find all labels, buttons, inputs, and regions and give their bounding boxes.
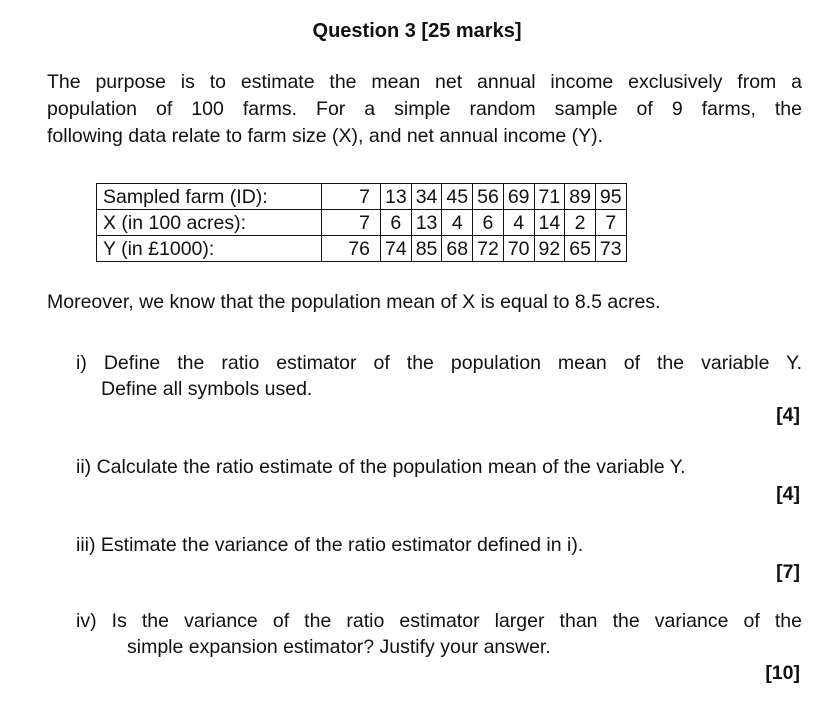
intro-paragraph	[47, 69, 802, 150]
table-cell: 74	[381, 236, 412, 262]
question-i-marks: [4]	[776, 404, 800, 426]
table-cell: 69	[503, 184, 534, 210]
row-label: Sampled farm (ID):	[97, 184, 322, 210]
table-cell: 13	[381, 184, 412, 210]
table-cell: 45	[442, 184, 473, 210]
table-cell: 14	[534, 210, 565, 236]
table-cell: 13	[411, 210, 442, 236]
table-cell: 89	[565, 184, 596, 210]
table-row-id	[97, 184, 627, 210]
question-iv-line-2: simple expansion estimator? Justify your answer.	[127, 636, 551, 658]
table-cell: 4	[442, 210, 473, 236]
question-iv-marks: [10]	[765, 662, 800, 684]
question-i-line-2: Define all symbols used.	[101, 378, 313, 400]
table-cell: 34	[411, 184, 442, 210]
question-ii: ii) Calculate the ratio estimate of the population mean of the variable Y.	[76, 456, 686, 478]
question-iv-line-1: iv) Is the variance of the ratio estimator larger than the variance of the	[76, 610, 802, 632]
farm-data-table	[96, 183, 627, 262]
question-iv	[76, 608, 802, 660]
table-cell: 65	[565, 236, 596, 262]
moreover-statement: Moreover, we know that the population mean of X is equal to 8.5 acres.	[47, 291, 661, 313]
table-cell: 92	[534, 236, 565, 262]
table-cell: 85	[411, 236, 442, 262]
table-cell: 72	[473, 236, 504, 262]
table-row-y	[97, 236, 627, 262]
table-cell: 71	[534, 184, 565, 210]
table-cell: 2	[565, 210, 596, 236]
table-cell: 95	[595, 184, 626, 210]
intro-line-2: population of 100 farms. For a simple random sample of 9 farms, the	[47, 98, 802, 120]
table-cell: 68	[442, 236, 473, 262]
question-i-line-1: i) Define the ratio estimator of the population mean of the variable Y.	[76, 352, 802, 374]
table-cell: 7	[322, 210, 381, 236]
question-ii-marks: [4]	[776, 483, 800, 505]
intro-line-1: The purpose is to estimate the mean net annual income exclusively from a	[47, 71, 802, 93]
table-cell: 73	[595, 236, 626, 262]
table-cell: 70	[503, 236, 534, 262]
table-cell: 6	[381, 210, 412, 236]
question-iii-marks: [7]	[776, 561, 800, 583]
question-i	[76, 350, 802, 402]
table-cell: 7	[322, 184, 381, 210]
question-iii: iii) Estimate the variance of the ratio estimator defined in i).	[76, 534, 584, 556]
question-title: Question 3 [25 marks]	[312, 20, 522, 42]
table-row-x	[97, 210, 627, 236]
table-cell: 56	[473, 184, 504, 210]
table-cell: 7	[595, 210, 626, 236]
intro-line-3: following data relate to farm size (X), and net annual income (Y).	[47, 125, 604, 147]
row-label: Y (in £1000):	[97, 236, 322, 262]
row-label: X (in 100 acres):	[97, 210, 322, 236]
table-cell: 6	[473, 210, 504, 236]
table-cell: 4	[503, 210, 534, 236]
table-cell: 76	[322, 236, 381, 262]
